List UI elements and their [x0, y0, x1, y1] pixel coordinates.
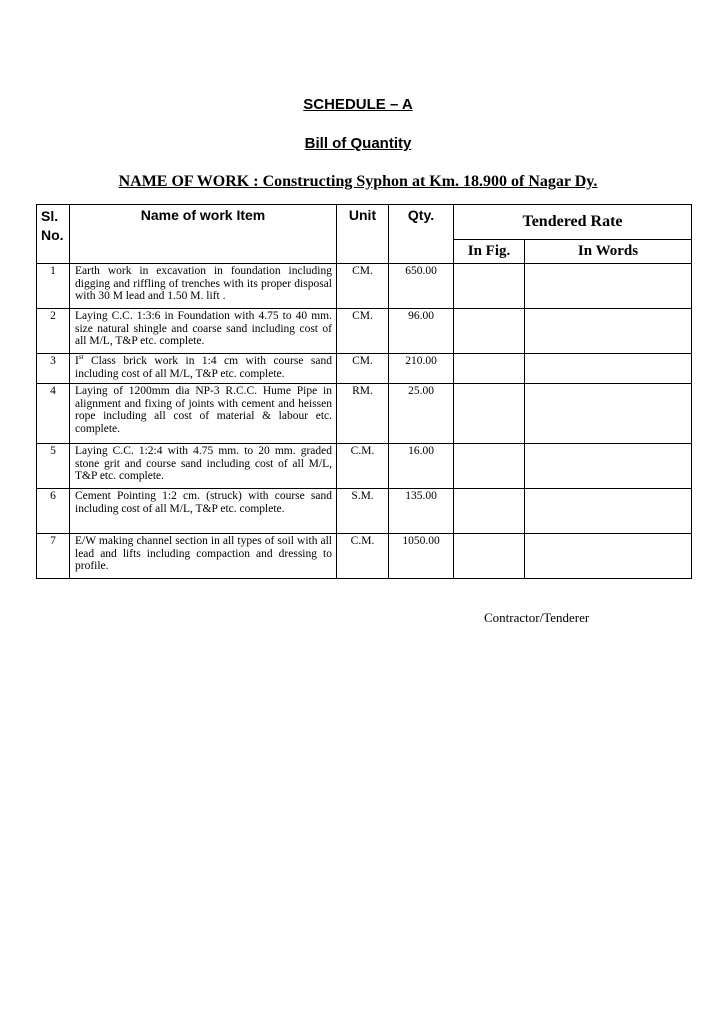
row-sl: 1	[37, 264, 70, 309]
row-qty: 650.00	[389, 264, 454, 309]
row-rate-in-fig[interactable]	[454, 534, 525, 579]
table-row	[37, 309, 692, 354]
row-unit: RM.	[337, 384, 389, 444]
row-sl: 4	[37, 384, 70, 444]
table-row	[37, 444, 692, 489]
row-rate-in-fig[interactable]	[454, 264, 525, 309]
row-sl: 6	[37, 489, 70, 534]
table-row	[37, 384, 692, 444]
header-name-of-work: Name of work Item	[70, 205, 337, 264]
row-description: Ist Class brick work in 1:4 cm with course sand including cost of all M/L, T&P etc. complete.	[70, 354, 337, 384]
row-rate-in-fig[interactable]	[454, 309, 525, 354]
row-description: Laying of 1200mm dia NP-3 R.C.C. Hume Pipe in alignment and fixing of joints with cement and heissen rope including all cost of material & labour etc. complete.	[70, 384, 337, 444]
row-description: Laying C.C. 1:2:4 with 4.75 mm. to 20 mm. graded stone grit and course sand including cost of all M/L, T&P etc. complete.	[70, 444, 337, 489]
schedule-title: SCHEDULE – A	[303, 96, 413, 113]
bill-of-quantity-table	[36, 204, 692, 579]
row-unit: CM.	[337, 354, 389, 384]
table-row	[37, 354, 692, 384]
name-of-work: NAME OF WORK : Constructing Syphon at Km. 18.900 of Nagar Dy.	[118, 173, 598, 190]
row-description: E/W making channel section in all types of soil with all lead and lifts including compaction and dressing to profile.	[70, 534, 337, 579]
row-qty: 210.00	[389, 354, 454, 384]
row-description: Laying C.C. 1:3:6 in Foundation with 4.75 to 40 mm. size natural shingle and coarse sand including cost of all M/L, T&P etc. complete.	[70, 309, 337, 354]
header-in-words: In Words	[525, 240, 692, 264]
row-unit: CM.	[337, 309, 389, 354]
row-sl: 5	[37, 444, 70, 489]
row-rate-in-words[interactable]	[525, 489, 692, 534]
subtitle: Bill of Quantity	[304, 135, 412, 152]
row-rate-in-words[interactable]	[525, 264, 692, 309]
row-qty: 96.00	[389, 309, 454, 354]
header-in-fig: In Fig.	[454, 240, 525, 264]
row-description: Earth work in excavation in foundation including digging and riffling of trenches with its proper disposal with 30 M lead and 1.50 M. lift .	[70, 264, 337, 309]
row-rate-in-fig[interactable]	[454, 444, 525, 489]
row-rate-in-words[interactable]	[525, 354, 692, 384]
header-tendered-rate: Tendered Rate	[454, 205, 692, 240]
row-unit: C.M.	[337, 534, 389, 579]
row-rate-in-fig[interactable]	[454, 354, 525, 384]
table-row	[37, 489, 692, 534]
row-rate-in-fig[interactable]	[454, 384, 525, 444]
row-unit: C.M.	[337, 444, 389, 489]
table-row	[37, 534, 692, 579]
header-sl-no: Sl. No.	[37, 205, 70, 264]
row-rate-in-words[interactable]	[525, 534, 692, 579]
row-description: Cement Pointing 1:2 cm. (struck) with course sand including cost of all M/L, T&P etc. complete.	[70, 489, 337, 534]
table-row	[37, 264, 692, 309]
row-sl: 2	[37, 309, 70, 354]
row-unit: S.M.	[337, 489, 389, 534]
header-qty: Qty.	[389, 205, 454, 264]
row-unit: CM.	[337, 264, 389, 309]
row-sl: 3	[37, 354, 70, 384]
row-rate-in-words[interactable]	[525, 384, 692, 444]
row-rate-in-fig[interactable]	[454, 489, 525, 534]
row-qty: 135.00	[389, 489, 454, 534]
row-qty: 25.00	[389, 384, 454, 444]
row-sl: 7	[37, 534, 70, 579]
header-unit: Unit	[337, 205, 389, 264]
row-rate-in-words[interactable]	[525, 444, 692, 489]
contractor-signature-label: Contractor/Tenderer	[484, 610, 590, 625]
row-qty: 16.00	[389, 444, 454, 489]
row-qty: 1050.00	[389, 534, 454, 579]
row-rate-in-words[interactable]	[525, 309, 692, 354]
